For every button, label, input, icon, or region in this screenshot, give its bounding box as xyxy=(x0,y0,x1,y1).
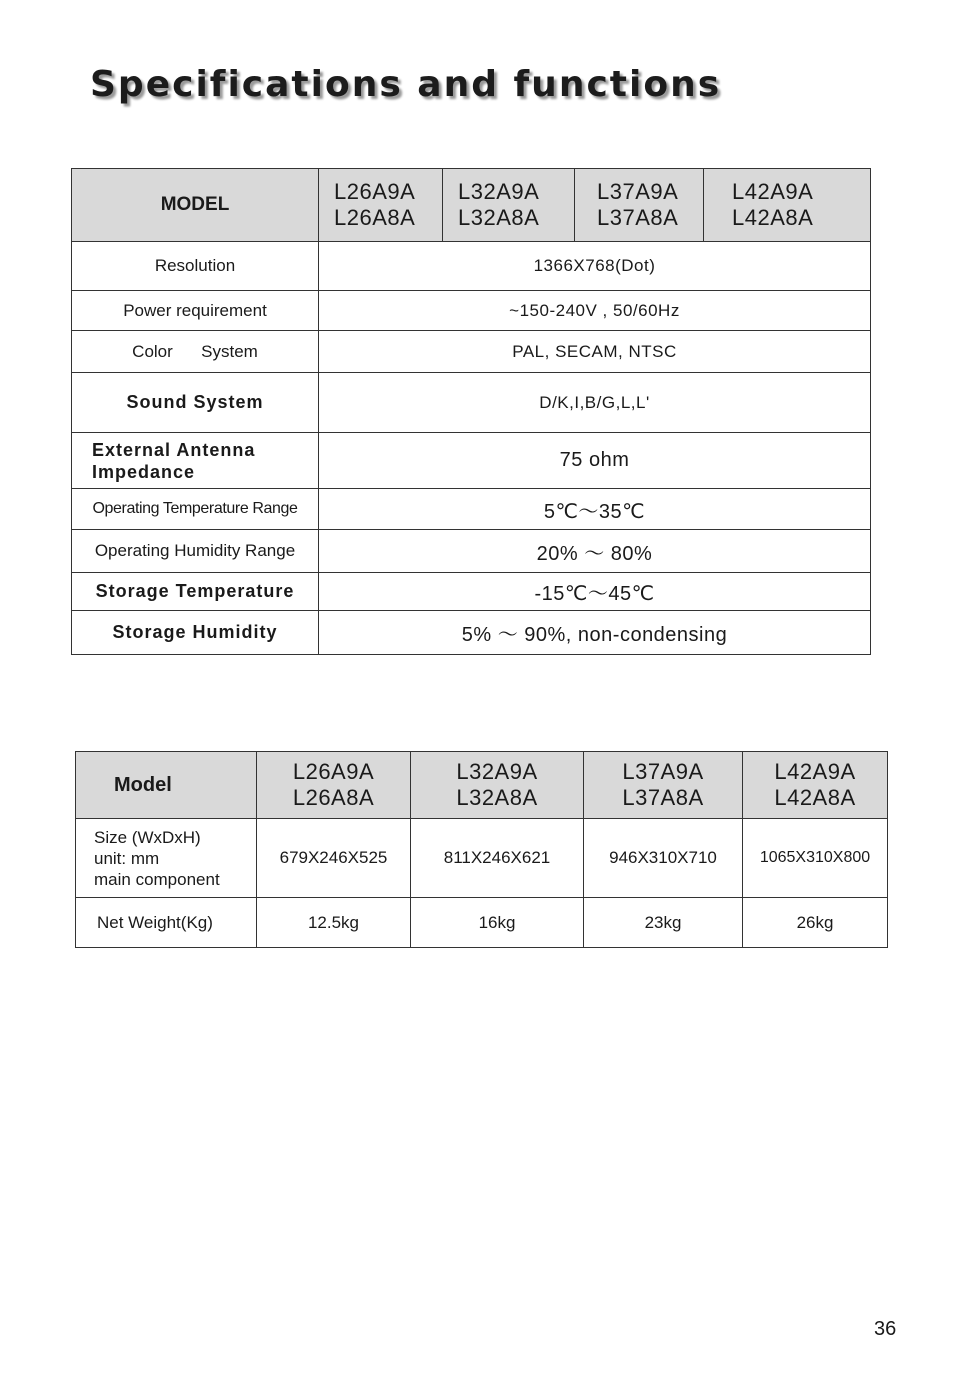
spec-value: 20% ～ 80% xyxy=(319,530,871,573)
model-cell-l42 xyxy=(704,169,871,242)
spec-row-sound-system xyxy=(72,373,871,433)
spec-label: Resolution xyxy=(72,242,319,291)
weight-value: 12.5kg xyxy=(257,898,411,948)
size-label-line2: unit: mm xyxy=(94,848,160,868)
model-cell-l32 xyxy=(443,169,575,242)
spec-value: -15℃～45℃ xyxy=(319,573,871,611)
model-cell-l37 xyxy=(575,169,704,242)
model-cell-l42 xyxy=(743,752,888,819)
spec-row-resolution xyxy=(72,242,871,291)
size-value: 946X310X710 xyxy=(584,819,743,898)
weight-value: 16kg xyxy=(411,898,584,948)
spec-row-op-temp xyxy=(72,489,871,530)
weight-row xyxy=(76,898,888,948)
model-line2: L37A8A xyxy=(597,205,679,230)
spec-header-row xyxy=(72,169,871,242)
model-header-label: Model xyxy=(76,752,257,819)
model-line1: L37A9A xyxy=(622,759,704,784)
spec-value: PAL, SECAM, NTSC xyxy=(319,331,871,373)
size-value: 1065X310X800 xyxy=(743,819,888,898)
model-line2: L37A8A xyxy=(622,785,704,810)
model-line1: L26A9A xyxy=(292,759,375,784)
spec-row-storage-humidity xyxy=(72,611,871,655)
model-line2: L42A8A xyxy=(774,785,856,810)
spec-value: 5℃～35℃ xyxy=(319,489,871,530)
spec-label: Color System xyxy=(72,331,319,373)
spec-value: 5% ～ 90%, non-condensing xyxy=(319,611,871,655)
spec-label: Operating Temperature Range xyxy=(72,489,319,530)
model-cell-l26 xyxy=(257,752,411,819)
dimensions-table xyxy=(75,751,888,948)
spec-row-op-humidity xyxy=(72,530,871,573)
spec-value: 75 ohm xyxy=(319,433,871,489)
model-line1: L37A9A xyxy=(597,179,679,204)
size-row xyxy=(76,819,888,898)
weight-value: 26kg xyxy=(743,898,888,948)
model-line2: L26A8A xyxy=(292,785,375,810)
page-number: 36 xyxy=(874,1318,897,1340)
size-value: 811X246X621 xyxy=(411,819,584,898)
spec-label: Storage Temperature xyxy=(72,573,319,611)
model-cell-l32 xyxy=(411,752,584,819)
spec-label: Storage Humidity xyxy=(72,611,319,655)
model-header-label: MODEL xyxy=(72,169,319,242)
model-line2: L32A8A xyxy=(456,785,538,810)
spec-label: Operating Humidity Range xyxy=(72,530,319,573)
specifications-table xyxy=(71,168,871,655)
weight-label: Net Weight(Kg) xyxy=(76,898,257,948)
model-line1: L32A9A xyxy=(456,759,538,784)
model-line1: L26A9A xyxy=(334,179,416,204)
spec-row-storage-temp xyxy=(72,573,871,611)
size-header-row xyxy=(76,752,888,819)
spec-label: Power requirement xyxy=(72,291,319,331)
model-line2: L42A8A xyxy=(732,205,814,230)
spec-row-color-system xyxy=(72,331,871,373)
spec-label-line1: External Antenna xyxy=(92,439,256,460)
model-cell-l26 xyxy=(319,169,443,242)
weight-value: 23kg xyxy=(584,898,743,948)
spec-label xyxy=(72,433,319,489)
model-line2: L26A8A xyxy=(334,205,416,230)
spec-value: 1366X768(Dot) xyxy=(319,242,871,291)
model-line1: L42A9A xyxy=(732,179,814,204)
size-value: 679X246X525 xyxy=(257,819,411,898)
model-line1: L42A9A xyxy=(774,759,856,784)
model-line1: L32A9A xyxy=(458,179,540,204)
spec-value: D/K,I,B/G,L,L' xyxy=(319,373,871,433)
page-title: Specifications and functions xyxy=(90,64,722,105)
spec-value: ~150-240V , 50/60Hz xyxy=(319,291,871,331)
spec-row-power xyxy=(72,291,871,331)
size-label-line1: Size (WxDxH) xyxy=(94,827,201,847)
spec-row-antenna xyxy=(72,433,871,489)
spec-label-line2: Impedance xyxy=(92,461,196,482)
spec-label: Sound System xyxy=(72,373,319,433)
model-line2: L32A8A xyxy=(458,205,540,230)
size-label xyxy=(76,819,257,898)
size-label-line3: main component xyxy=(94,869,220,889)
model-cell-l37 xyxy=(584,752,743,819)
